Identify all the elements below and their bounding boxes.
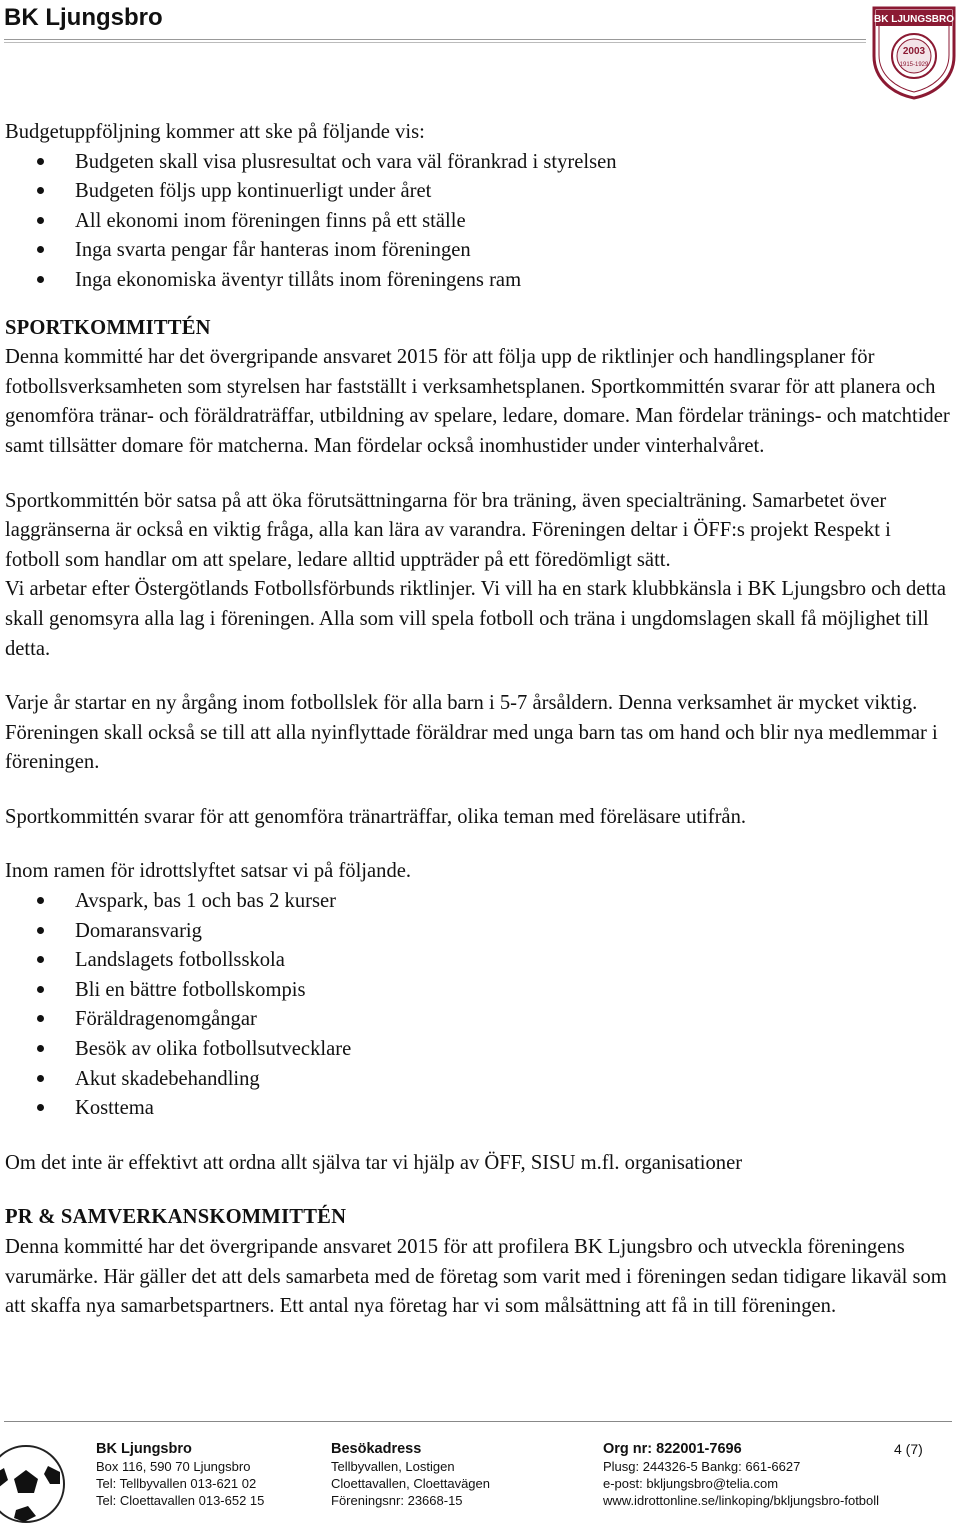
paragraph: Sportkommittén svarar för att genomföra tränarträffar, olika teman med föreläsare utifrån. [5, 805, 747, 828]
footer-address [96, 1441, 264, 1509]
list-item: Kosttema [5, 1094, 950, 1124]
idrott-intro: Inom ramen för idrottslyftet satsar vi på följande. [5, 860, 412, 883]
svg-text:2003: 2003 [902, 46, 926, 57]
footer-line: Box 116, 590 70 Ljungsbro [96, 1459, 251, 1474]
list-item: Akut skadebehandling [5, 1065, 950, 1095]
list-item: Domaransvarig [5, 917, 950, 947]
paragraph: Denna kommitté har det övergripande ansvaret 2015 för att följa upp de riktlinjer och handlingsplaner för fotbollsverksamheten som styrelsen har fastställt i verksamhetsplanen. Sportkommittén svarar för att planera och genomföra tränar- och föräldraträffar, utbildning av spelare, ledare, domare. Man fördelar tränings- och matchtider samt tillsätter domare för matcherna. Man fördelar också inomhustider under vinterhalvåret. [5, 346, 950, 457]
bullet-icon [37, 246, 44, 253]
list-item: Budgeten följs upp kontinuerligt under året [5, 177, 950, 207]
bullet-icon [37, 1015, 44, 1022]
header-title: BK Ljungsbro [4, 4, 163, 31]
bullet-icon [37, 1104, 44, 1111]
bullet-icon [37, 217, 44, 224]
bullet-icon [37, 986, 44, 993]
footer-email-link[interactable]: e-post: bkljungsbro@telia.com [603, 1476, 779, 1491]
bullet-icon [37, 927, 44, 934]
footer-visit-address [331, 1441, 490, 1509]
bullet-icon [37, 1045, 44, 1052]
paragraph: Sportkommittén bör satsa på att öka förutsättningarna för bra träning, även specialträning. Samarbetet över laggränserna är också en viktig fråga, alla kan lära av varandra. Föreningen deltar i ÖFF:s projekt Respekt i fotboll som handlar om att spelare, ledare alltid uppträder på ett föredömligt sätt. [5, 489, 891, 571]
page-number: 4 (7) [894, 1441, 923, 1457]
idrott-bullet-list [5, 887, 950, 1124]
budget-intro: Budgetuppföljning kommer att ske på följande vis: [5, 121, 425, 143]
bullet-icon [37, 187, 44, 194]
section-heading-pr: PR & SAMVERKANSKOMMITTÉN [5, 1206, 347, 1229]
list-item: Besök av olika fotbollsutvecklare [5, 1035, 950, 1065]
football-icon [0, 1444, 66, 1524]
footer-visit-heading: Besökadress [331, 1441, 422, 1457]
svg-text:1915-1929: 1915-1929 [899, 62, 929, 68]
footer-line: Tellbyvallen, Lostigen [331, 1459, 455, 1474]
footer-divider [4, 1421, 952, 1422]
list-item: Bli en bättre fotbollskompis [5, 976, 950, 1006]
paragraph: Vi arbetar efter Östergötlands Fotbollsförbunds riktlinjer. Vi vill ha en stark klubbkänsla i BK Ljungsbro och detta skall genomsyra alla lag i föreningen. Alla som vill spela fotboll och träna i ungdomslagen skall få möjlighet till detta. [5, 578, 947, 660]
document-body [5, 118, 950, 1322]
list-item: Föräldragenomgångar [5, 1005, 950, 1035]
bullet-icon [37, 276, 44, 283]
header-divider-secondary [4, 42, 866, 43]
list-item: Avspark, bas 1 och bas 2 kurser [5, 887, 950, 917]
list-item: Inga ekonomiska äventyr tillåts inom föreningens ram [5, 266, 950, 296]
footer-line: Cloettavallen, Cloettavägen [331, 1476, 490, 1491]
list-item: Budgeten skall visa plusresultat och vara väl förankrad i styrelsen [5, 148, 950, 178]
svg-text:BK LJUNGSBRO: BK LJUNGSBRO [873, 14, 955, 25]
header-divider [4, 39, 866, 40]
section-heading-sport: SPORTKOMMITTÉN [5, 316, 211, 339]
footer-org-info [603, 1441, 879, 1509]
paragraph: Om det inte är effektivt att ordna allt själva tar vi hjälp av ÖFF, SISU m.fl. organisationer [5, 1151, 743, 1174]
bullet-icon [37, 956, 44, 963]
bullet-icon [37, 158, 44, 165]
footer-line: Tel: Tellbyvallen 013-621 02 [96, 1476, 257, 1491]
paragraph: Denna kommitté har det övergripande ansvaret 2015 för att profilera BK Ljungsbro och utveckla föreningens varumärke. Här gäller det att dels samarbeta med de företag som varit med i föreningen sedan tidigare likaväl som att skaffa nya samarbetspartners. Ett antal nya företag har vi som målsättning att få in till föreningen. [5, 1236, 947, 1318]
footer-club-name: BK Ljungsbro [96, 1441, 192, 1457]
paragraph: Varje år startar en ny årgång inom fotbollslek för alla barn i 5-7 årsåldern. Denna verksamhet är mycket viktig. Föreningen skall också se till att alla nyinflyttade föräldrar med unga barn tas om hand och blir nya medlemmar i föreningen. [5, 692, 938, 774]
footer-org-number: Org nr: 822001-7696 [603, 1441, 742, 1457]
budget-bullet-list [5, 148, 950, 296]
bullet-icon [37, 1075, 44, 1082]
footer-line: Plusg: 244326-5 Bankg: 661-6627 [603, 1459, 801, 1474]
list-item: Inga svarta pengar får hanteras inom föreningen [5, 236, 950, 266]
footer-line: Tel: Cloettavallen 013-652 15 [96, 1493, 265, 1508]
bullet-icon [37, 897, 44, 904]
footer-line: Föreningsnr: 23668-15 [331, 1493, 463, 1508]
club-crest-logo [870, 4, 958, 100]
list-item: Landslagets fotbollsskola [5, 946, 950, 976]
footer-website-link[interactable]: www.idrottonline.se/linkoping/bkljungsbro-fotboll [603, 1493, 880, 1508]
list-item: All ekonomi inom föreningen finns på ett ställe [5, 207, 950, 237]
